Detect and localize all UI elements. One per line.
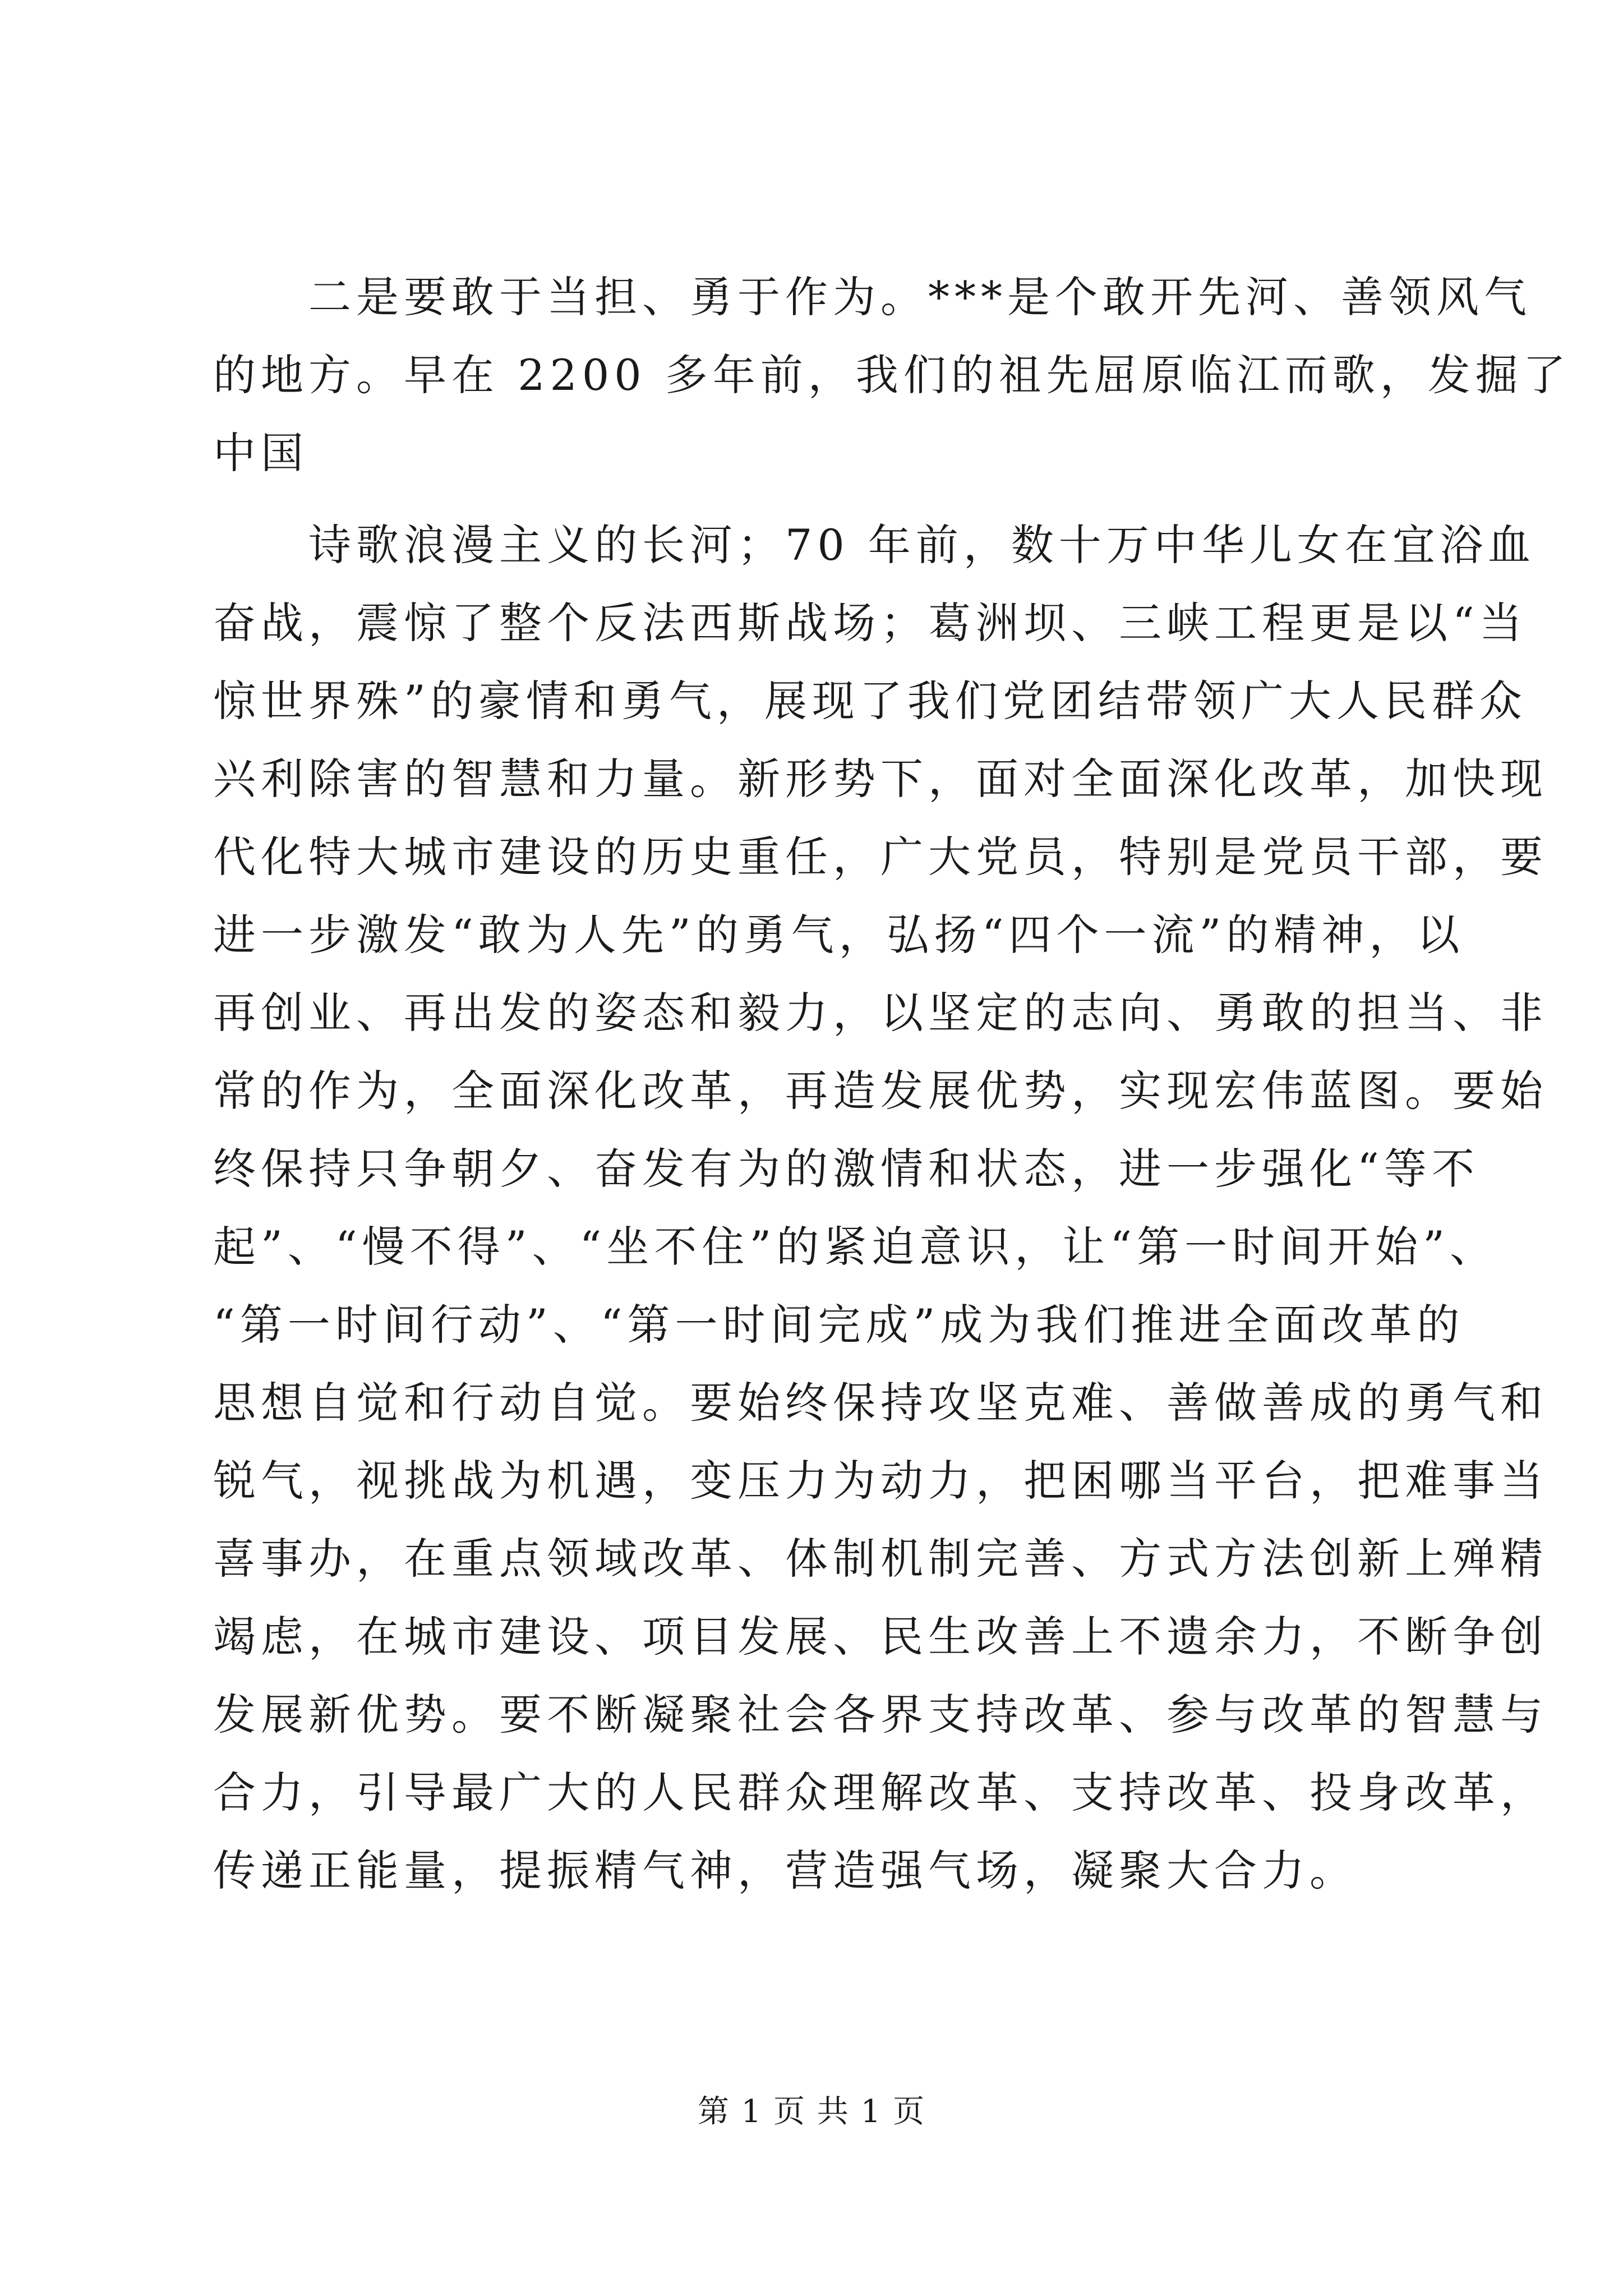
text-line: 合力，引导最广大的人民群众理解改革、支持改革、投身改革， (213, 1768, 1548, 1818)
text-line: 发展新优势。要不断凝聚社会各界支持改革、参与改革的智慧与 (213, 1690, 1548, 1740)
paragraph-gap (213, 492, 1424, 506)
text-line: 代化特大城市建设的历史重任，广大党员，特别是党员干部，要 (213, 832, 1548, 882)
text-line: 兴利除害的智慧和力量。新形势下，面对全面深化改革，加快现 (213, 754, 1548, 804)
text-line: 终保持只争朝夕、奋发有为的激情和状态，进一步强化“等不 (213, 1144, 1479, 1194)
text-line: 竭虑，在城市建设、项目发展、民生改善上不遗余力，不断争创 (213, 1612, 1548, 1662)
paragraph-1 (213, 258, 1571, 492)
document-body (213, 258, 1571, 1910)
text-line: 奋战，震惊了整个反法西斯战场；葛洲坝、三峡工程更是以“当 (213, 598, 1527, 648)
text-line: 诗歌浪漫主义的长河；70 年前，数十万中华儿女在宜浴血 (213, 520, 1536, 570)
text-line: 二是要敢于当担、勇于作为。***是个敢开先河、善领风气 (213, 272, 1532, 322)
text-line: 的地方。早在 2200 多年前，我们的祖先屈原临江而歌，发掘了 (213, 350, 1571, 400)
page-footer: 第 1 页 共 1 页 (697, 2093, 926, 2130)
text-line: 常的作为，全面深化改革，再造发展优势，实现宏伟蓝图。要始 (213, 1066, 1548, 1116)
text-line: 再创业、再出发的姿态和毅力，以坚定的志向、勇敢的担当、非 (213, 988, 1548, 1038)
text-line: “第一时间行动”、“第一时间完成”成为我们推进全面改革的 (213, 1300, 1465, 1350)
text-line: 锐气，视挑战为机遇，变压力为动力，把困哪当平台，把难事当 (213, 1456, 1548, 1506)
text-line: 中国 (213, 428, 308, 478)
text-line: 思想自觉和行动自觉。要始终保持攻坚克难、善做善成的勇气和 (213, 1378, 1548, 1428)
text-line: 进一步激发“敢为人先”的勇气，弘扬“四个一流”的精神，以 (213, 910, 1465, 960)
paragraph-2 (213, 506, 1548, 1910)
text-line: 传递正能量，提振精气神，营造强气场，凝聚大合力。 (213, 1846, 1357, 1895)
text-line: 惊世界殊”的豪情和勇气，展现了我们党团结带领广大人民群众 (213, 676, 1527, 726)
text-line: 起”、“慢不得”、“坐不住”的紧迫意识，让“第一时间开始”、 (213, 1222, 1497, 1272)
text-line: 喜事办，在重点领域改革、体制机制完善、方式方法创新上殚精 (213, 1534, 1548, 1584)
